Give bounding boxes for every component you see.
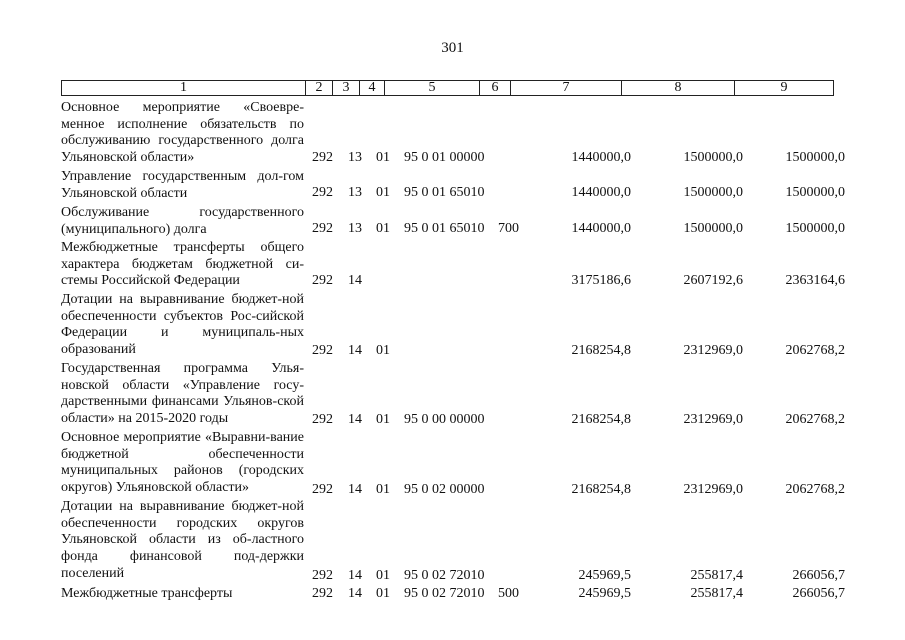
row-pr: 01: [376, 586, 390, 601]
header-col-1: 1: [180, 80, 187, 95]
table-header: [61, 80, 834, 96]
row-value-1: 245969,5: [578, 568, 631, 583]
row-value-2: 255817,4: [690, 586, 743, 601]
header-col-7: 7: [510, 81, 621, 95]
row-name: Межбюджетные трансферты общего характера бюджетам бюджетной си-стемы Российской Федерации: [61, 240, 304, 289]
row-value-2: 1500000,0: [683, 221, 743, 236]
row-name: Дотации на выравнивание бюджет-ной обеспеченности городских округов Ульяновской области из об-ластного фонда финансовой под-держки поселений: [61, 499, 304, 581]
row-name: Межбюджетные трансферты: [61, 586, 233, 601]
row-name: Обслуживание государственного (муниципального) долга: [61, 205, 304, 237]
row-rz: 14: [348, 273, 362, 288]
row-value-1: 1440000,0: [571, 185, 631, 200]
row-value-2: 2312969,0: [683, 482, 743, 497]
header-col-4: 4: [359, 81, 384, 95]
row-gr: 292: [312, 586, 333, 601]
row-value-3: 266056,7: [792, 568, 845, 583]
row-vr: 700: [498, 221, 519, 236]
row-value-2: 2607192,6: [683, 273, 743, 288]
row-pr: 01: [376, 482, 390, 497]
row-pr: 01: [376, 221, 390, 236]
row-csr: 95 0 01 65010: [404, 185, 485, 200]
header-col-8: 8: [621, 81, 734, 95]
row-name: Основное мероприятие «Выравни-вание бюджетной обеспеченности муниципальных районов (городских округов) Ульяновской области»: [61, 430, 304, 496]
row-gr: 292: [312, 185, 333, 200]
row-gr: 292: [312, 343, 333, 358]
row-csr: 95 0 00 00000: [404, 412, 485, 427]
page-number: 301: [441, 40, 464, 56]
row-gr: 292: [312, 568, 333, 583]
row-gr: 292: [312, 273, 333, 288]
row-rz: 13: [348, 185, 362, 200]
row-value-2: 255817,4: [690, 568, 743, 583]
row-csr: 95 0 02 72010: [404, 586, 485, 601]
row-gr: 292: [312, 482, 333, 497]
row-pr: 01: [376, 343, 390, 358]
row-rz: 14: [348, 586, 362, 601]
row-rz: 13: [348, 150, 362, 165]
row-gr: 292: [312, 221, 333, 236]
header-col-2: 2: [305, 81, 332, 95]
row-pr: 01: [376, 185, 390, 200]
row-name: Основное мероприятие «Своевре-менное исполнение обязательств по обслуживанию государственного долга Ульяновской области»: [61, 100, 304, 166]
row-csr: 95 0 01 65010: [404, 221, 485, 236]
row-value-3: 2062768,2: [785, 482, 845, 497]
row-value-1: 245969,5: [578, 586, 631, 601]
row-rz: 14: [348, 412, 362, 427]
row-rz: 13: [348, 221, 362, 236]
row-value-1: 1440000,0: [571, 150, 631, 165]
row-name: Государственная программа Улья-новской области «Управление госу-дарственными финансами Ульянов-ской области» на 2015-2020 годы: [61, 361, 304, 427]
row-value-2: 1500000,0: [683, 185, 743, 200]
row-value-3: 266056,7: [792, 586, 845, 601]
row-value-2: 1500000,0: [683, 150, 743, 165]
header-col-6: 6: [479, 81, 510, 95]
row-value-2: 2312969,0: [683, 412, 743, 427]
row-rz: 14: [348, 343, 362, 358]
row-value-1: 2168254,8: [571, 482, 631, 497]
row-csr: 95 0 01 00000: [404, 150, 485, 165]
row-value-1: 3175186,6: [571, 273, 631, 288]
header-col-9: 9: [734, 81, 833, 95]
row-value-3: 2062768,2: [785, 343, 845, 358]
row-rz: 14: [348, 568, 362, 583]
row-pr: 01: [376, 150, 390, 165]
row-name: Дотации на выравнивание бюджет-ной обеспеченности субъектов Рос-сийской Федерации и муниципаль-ных образований: [61, 292, 304, 358]
row-value-1: 2168254,8: [571, 412, 631, 427]
row-value-2: 2312969,0: [683, 343, 743, 358]
row-csr: 95 0 02 00000: [404, 482, 485, 497]
row-csr: 95 0 02 72010: [404, 568, 485, 583]
row-pr: 01: [376, 412, 390, 427]
row-value-1: 1440000,0: [571, 221, 631, 236]
row-rz: 14: [348, 482, 362, 497]
row-value-3: 1500000,0: [785, 221, 845, 236]
row-gr: 292: [312, 412, 333, 427]
row-value-3: 1500000,0: [785, 185, 845, 200]
row-value-1: 2168254,8: [571, 343, 631, 358]
row-name: Управление государственным дол-гом Ульяновской области: [61, 169, 304, 201]
header-col-5: 5: [384, 81, 479, 95]
row-value-3: 2062768,2: [785, 412, 845, 427]
row-value-3: 2363164,6: [785, 273, 845, 288]
header-col-3: 3: [332, 81, 359, 95]
row-gr: 292: [312, 150, 333, 165]
row-pr: 01: [376, 568, 390, 583]
row-vr: 500: [498, 586, 519, 601]
row-value-3: 1500000,0: [785, 150, 845, 165]
